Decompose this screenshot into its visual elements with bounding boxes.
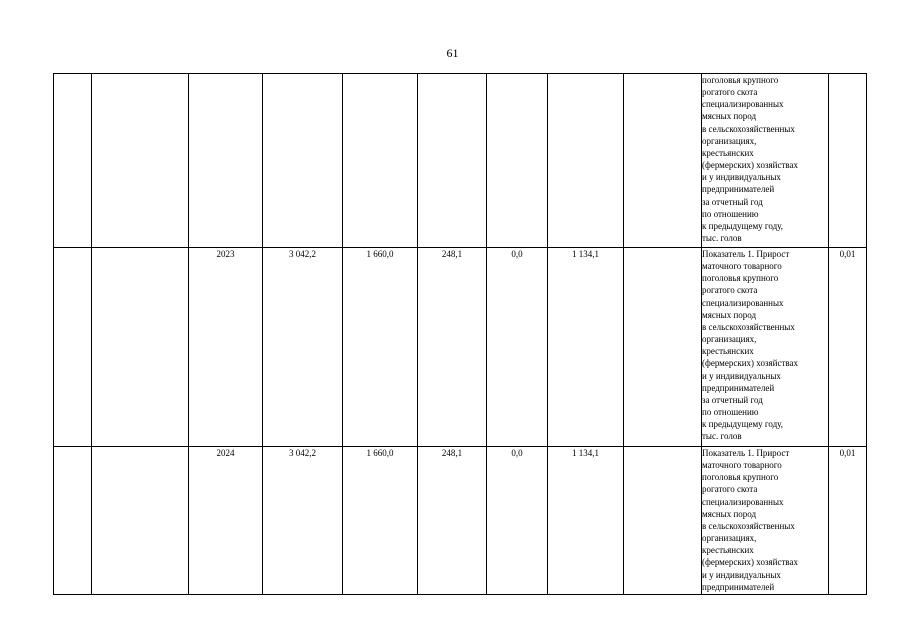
indicator-line: предпринимателей xyxy=(702,581,775,592)
year-cell: 2024 xyxy=(189,447,263,595)
local-budget-cell: 0,0 xyxy=(487,447,548,595)
indicator-value-cell xyxy=(829,74,867,248)
name-cell xyxy=(92,248,189,447)
indicator-line: предпринимателей xyxy=(702,382,775,393)
indicator-line: Показатель 1. Прирост xyxy=(702,448,790,458)
name-cell xyxy=(92,447,189,595)
indicator-line: крестьянских xyxy=(702,147,754,158)
other-sources-cell xyxy=(548,74,624,248)
indicator-line: маточного товарного xyxy=(702,460,782,471)
indicator-line: Показатель 1. Прирост xyxy=(702,249,790,259)
indicator-line: крестьянских xyxy=(702,346,754,357)
table-row xyxy=(54,74,867,248)
row-number-cell xyxy=(54,447,92,595)
indicator-line: организациях, xyxy=(702,334,757,345)
indicator-line: крестьянских xyxy=(702,545,754,556)
row-number-cell xyxy=(54,248,92,447)
page-number: 61 xyxy=(446,46,459,60)
indicator-line: за отчетный год xyxy=(702,394,763,405)
name-cell xyxy=(92,74,189,248)
indicator-line: и у индивидуальных xyxy=(702,569,781,580)
regional-budget-cell xyxy=(418,74,487,248)
year-cell: 2023 xyxy=(189,248,263,447)
indicator-line: в сельскохозяйственных xyxy=(702,321,795,332)
indicator-line: в сельскохозяйственных xyxy=(702,123,795,134)
responsible-cell xyxy=(624,248,702,447)
indicator-line: тыс. голов xyxy=(702,431,742,442)
other-sources-cell: 1 134,1 xyxy=(548,447,624,595)
indicator-cell xyxy=(702,74,829,248)
indicator-line: поголовья крупного xyxy=(702,472,779,483)
indicator-line: по отношению xyxy=(702,208,759,219)
responsible-cell xyxy=(624,74,702,248)
regional-budget-cell: 248,1 xyxy=(418,447,487,595)
other-sources-cell: 1 134,1 xyxy=(548,248,624,447)
indicator-line: поголовья крупного xyxy=(702,75,779,85)
indicator-line: организациях, xyxy=(702,533,757,544)
indicator-line: (фермерских) хозяйствах xyxy=(702,160,799,171)
regional-budget-cell: 248,1 xyxy=(418,248,487,447)
indicator-line: предпринимателей xyxy=(702,184,775,195)
indicator-line: специализированных xyxy=(702,99,784,110)
indicator-line: организациях, xyxy=(702,135,757,146)
indicator-line: к предыдущему году, xyxy=(702,419,784,430)
indicator-line: и у индивидуальных xyxy=(702,172,781,183)
indicator-cell xyxy=(702,447,829,595)
row-number-cell xyxy=(54,74,92,248)
indicator-line: рогатого скота xyxy=(702,484,758,495)
indicator-value-cell: 0,01 xyxy=(829,447,867,595)
local-budget-cell: 0,0 xyxy=(487,248,548,447)
indicator-line: специализированных xyxy=(702,297,784,308)
local-budget-cell xyxy=(487,74,548,248)
federal-budget-cell: 1 660,0 xyxy=(343,447,418,595)
federal-budget-cell xyxy=(343,74,418,248)
indicator-line: рогатого скота xyxy=(702,87,758,98)
table-row xyxy=(54,248,867,447)
total-cell xyxy=(263,74,343,248)
indicator-line: к предыдущему году, xyxy=(702,220,784,231)
total-cell: 3 042,2 xyxy=(263,248,343,447)
indicator-line: мясных пород xyxy=(702,508,757,519)
table-row xyxy=(54,447,867,595)
indicator-line: рогатого скота xyxy=(702,285,758,296)
indicator-cell xyxy=(702,248,829,447)
indicator-line: поголовья крупного xyxy=(702,273,779,284)
responsible-cell xyxy=(624,447,702,595)
federal-budget-cell: 1 660,0 xyxy=(343,248,418,447)
indicator-line: и у индивидуальных xyxy=(702,370,781,381)
indicator-line: за отчетный год xyxy=(702,196,763,207)
financing-table xyxy=(53,73,867,595)
indicator-line: мясных пород xyxy=(702,111,757,122)
indicator-line: тыс. голов xyxy=(702,233,742,244)
indicator-line: (фермерских) хозяйствах xyxy=(702,557,799,568)
indicator-line: по отношению xyxy=(702,407,759,418)
total-cell: 3 042,2 xyxy=(263,447,343,595)
year-cell xyxy=(189,74,263,248)
indicator-line: (фермерских) хозяйствах xyxy=(702,358,799,369)
indicator-line: мясных пород xyxy=(702,309,757,320)
indicator-line: специализированных xyxy=(702,496,784,507)
indicator-line: в сельскохозяйственных xyxy=(702,520,795,531)
indicator-value-cell: 0,01 xyxy=(829,248,867,447)
indicator-line: маточного товарного xyxy=(702,261,782,272)
